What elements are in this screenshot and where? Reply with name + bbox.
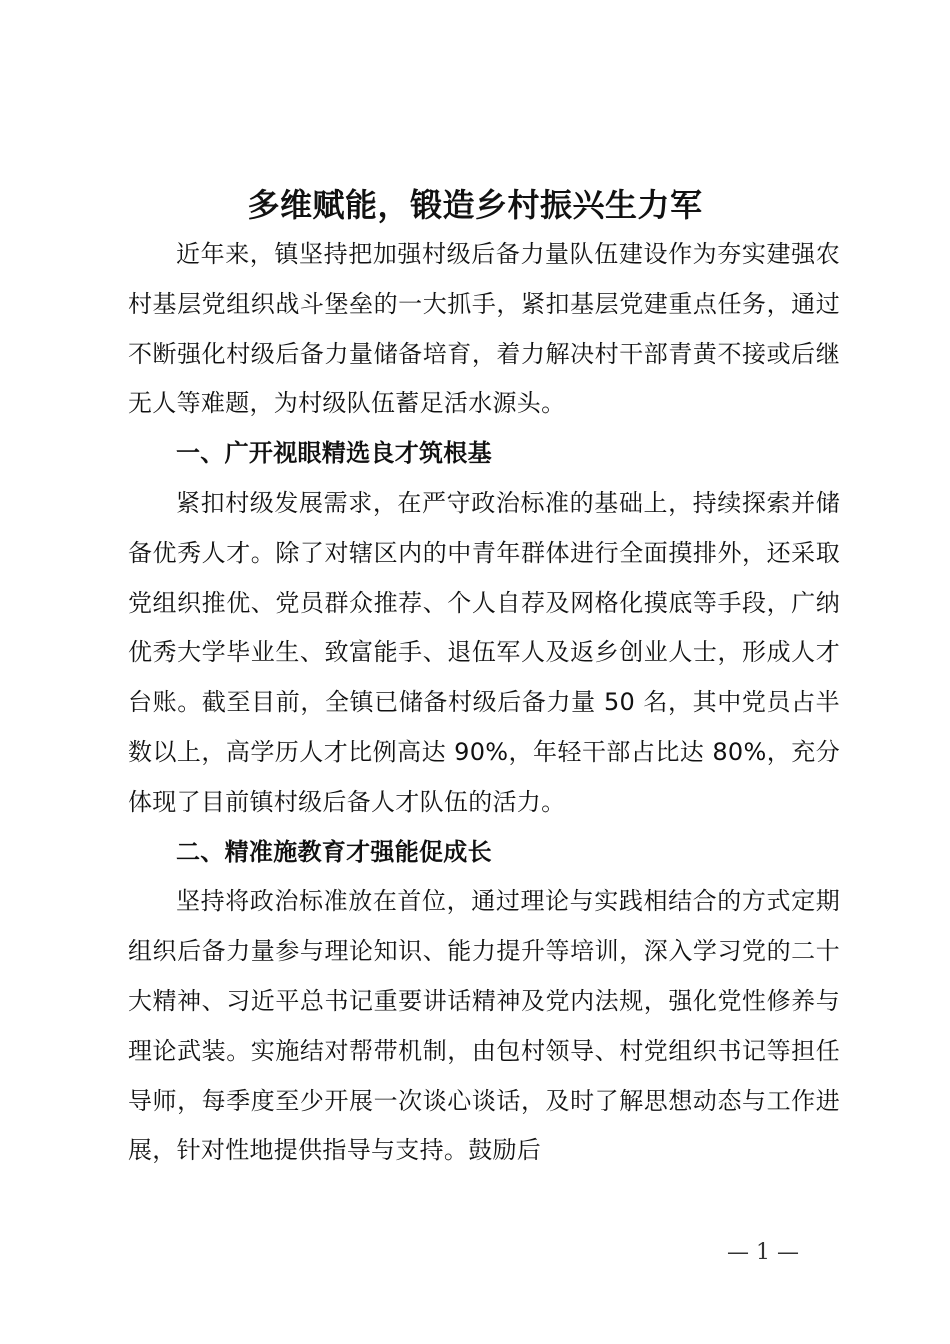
intro-paragraph: 近年来，镇坚持把加强村级后备力量队伍建设作为夯实建强农村基层党组织战斗堡垒的一大抓手，紧扣基层党建重点任务，通过不断强化村级后备力量储备培育，着力解决村干部青黄不接或后继无人等难题，为村级队伍蓄足活水源头。 [128, 240, 840, 418]
page-number: — 1 — [727, 1240, 799, 1265]
document-title: 多维赋能，锻造乡村振兴生力军 [247, 186, 703, 224]
section-paragraph-2: 坚持将政治标准放在首位，通过理论与实践相结合的方式定期组织后备力量参与理论知识、能力提升等培训，深入学习党的二十大精神、习近平总书记重要讲话精神及党内法规，强化党性修养与理论武装。实施结对帮带机制，由包村领导、村党组织书记等担任导师，每季度至少开展一次谈心谈话，及时了解思想动态与工作进展，针对性地提供指导与支持。鼓励后 [128, 887, 840, 1165]
section-heading-2: 二、精准施教育才强能促成长 [176, 837, 492, 866]
section-heading-1: 一、广开视眼精选良才筑根基 [176, 439, 492, 468]
document-body [128, 230, 840, 1176]
section-paragraph-1: 紧扣村级发展需求，在严守政治标准的基础上，持续探索并储备优秀人才。除了对辖区内的中青年群体进行全面摸排外，还采取党组织推优、党员群众推荐、个人自荐及网格化摸底等手段，广纳优秀大学毕业生、致富能手、退伍军人及返乡创业人士，形成人才台账。截至目前，全镇已储备村级后备力量 50 名，其中党员占半数以上，高学历人才比例高达 90%，年轻干部占比达 80%，充分体现了目前镇村级后备人才队伍的活力。 [128, 488, 840, 816]
